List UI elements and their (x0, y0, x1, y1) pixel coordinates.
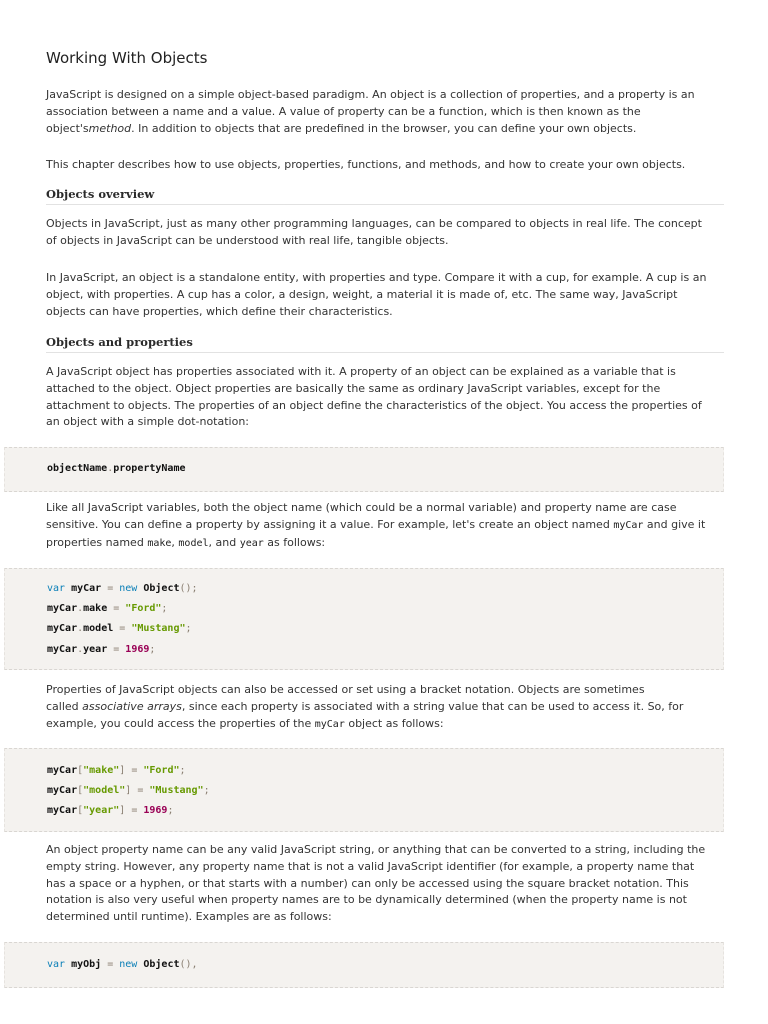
text-line: , (171, 535, 179, 549)
text-line: and give it (643, 517, 706, 531)
inline-code: myCar (314, 718, 345, 730)
text-line: Like all JavaScript variables, both the object name (which could be a normal variable) and property name are case (46, 501, 677, 514)
intro-paragraph (46, 87, 726, 137)
chapter-description: This chapter describes how to use objects, properties, functions, and methods, and how to create your own objects. (46, 158, 686, 171)
code-token: = (125, 765, 144, 776)
code-token: myCar (47, 785, 78, 796)
text-line: objects can have properties, which define their characteristics. (46, 304, 393, 318)
code-token: ] (119, 765, 126, 776)
code-token: (); (179, 583, 198, 594)
section-heading-objects-overview: Objects overview (46, 186, 724, 205)
code-token: (), (179, 959, 198, 970)
code-token: new (119, 583, 138, 594)
text-line: In JavaScript, an object is a standalone entity, with properties and type. Compare it with a cup, for example. A cup is an (46, 271, 707, 284)
code-token: var (47, 583, 66, 594)
inline-code: model (178, 537, 209, 549)
code-line (47, 764, 186, 778)
text-line: called (46, 699, 83, 713)
text-line: notation is also very useful when property names are to be dynamically determined (when the property name is not (46, 893, 687, 907)
code-token: . (77, 644, 84, 655)
code-line (47, 582, 198, 596)
code-token: model (83, 623, 114, 634)
code-token: new (119, 959, 138, 970)
code-token: 1969 (125, 644, 150, 655)
code-token: make (83, 603, 108, 614)
code-line (47, 784, 210, 798)
code-token: . (77, 623, 84, 634)
code-line (47, 958, 198, 972)
intro-line: object's (46, 121, 89, 135)
code-token: "Mustang" (149, 785, 204, 796)
code-token: ; (179, 765, 186, 776)
text-line: an object with a simple dot-notation: (46, 415, 250, 429)
text-line: object, with properties. A cup has a color, a design, weight, a material it is made of, etc. The same way, JavaScript (46, 287, 678, 301)
code-token: = (101, 959, 120, 970)
inline-code: make (147, 537, 172, 549)
code-token: myObj (71, 959, 102, 970)
text-line: empty string. However, any property name that is not a valid JavaScript identifier (for example, a property name that (46, 859, 695, 873)
overview-paragraph-2 (46, 270, 726, 320)
code-token: = (107, 644, 126, 655)
code-token: "model" (83, 785, 126, 796)
text-line: , and (208, 535, 240, 549)
text-line: properties named (46, 535, 148, 549)
properties-paragraph (46, 364, 726, 431)
text-line: determined until runtime). Examples are as follows: (46, 910, 332, 924)
code-line (47, 643, 155, 657)
code-token: myCar (47, 765, 78, 776)
code-block-define-mycar (4, 568, 724, 670)
text-line: Properties of JavaScript objects can also be accessed or set using a bracket notation. Objects are sometimes (46, 683, 645, 696)
text-line: An object property name can be any valid JavaScript string, or anything that can be converted to a string, including the (46, 843, 706, 856)
text-line: attachment to objects. The properties of an object define the characteristics of the object. You access the properties of (46, 398, 702, 412)
associative-arrays-term: associative arrays (82, 699, 182, 713)
code-token: = (125, 805, 144, 816)
code-token: 1969 (143, 805, 168, 816)
code-token: ; (149, 644, 156, 655)
code-token: ; (203, 785, 210, 796)
code-token: ; (167, 805, 174, 816)
code-token: ; (161, 603, 168, 614)
code-token: = (101, 583, 120, 594)
code-line (47, 804, 173, 818)
code-token: myCar (47, 805, 78, 816)
code-token: = (113, 623, 132, 634)
code-block-bracket-notation (4, 748, 724, 832)
code-token: "Ford" (125, 603, 162, 614)
code-token: = (131, 785, 150, 796)
code-block-dot-notation (4, 447, 724, 492)
code-token: ; (185, 623, 192, 634)
code-token: "Mustang" (131, 623, 186, 634)
text-line: , since each property is associated with a string value that can be used to access it. So, for (181, 699, 684, 713)
code-token: [ (77, 765, 84, 776)
inline-code: myCar (613, 519, 644, 531)
code-block-myobj (4, 942, 724, 988)
like-paragraph (46, 500, 726, 552)
code-token: myCar (47, 644, 78, 655)
code-token: objectName (47, 463, 108, 474)
text-line: object as follows: (344, 716, 444, 730)
text-line: sensitive. You can define a property by assigning it a value. For example, let's create an object named (46, 517, 614, 531)
text-line: of objects in JavaScript can be understood with real life, tangible objects. (46, 233, 449, 247)
code-token: . (77, 603, 84, 614)
code-line (47, 602, 167, 616)
code-line (47, 462, 186, 476)
text-line: Objects in JavaScript, just as many other programming languages, can be compared to objects in real life. The concept (46, 217, 702, 230)
code-token: propertyName (113, 463, 186, 474)
text-line: A JavaScript object has properties associated with it. A property of an object can be explained as a variable that is (46, 365, 676, 378)
code-token: "year" (83, 805, 120, 816)
bracket-paragraph (46, 682, 726, 733)
text-line: has a space or a hyphen, or that starts with a number) can only be accessed using the square bracket notation. This (46, 876, 689, 890)
overview-paragraph-1 (46, 216, 726, 250)
code-token: "Ford" (143, 765, 180, 776)
code-token: myCar (71, 583, 102, 594)
code-token: Object (143, 959, 180, 970)
code-token: = (107, 603, 126, 614)
code-token: "make" (83, 765, 120, 776)
code-token: ] (119, 805, 126, 816)
page-title: Working With Objects (46, 49, 208, 67)
code-token: . (107, 463, 114, 474)
property-name-paragraph (46, 842, 726, 926)
code-token: myCar (47, 623, 78, 634)
code-token: year (83, 644, 108, 655)
intro-line: JavaScript is designed on a simple object-based paradigm. An object is a collection of properties, and a property is an (46, 88, 695, 101)
text-line: as follows: (263, 535, 326, 549)
inline-code: year (239, 537, 264, 549)
text-line: attached to the object. Object properties are basically the same as ordinary JavaScript variables, except for the (46, 381, 661, 395)
intro-line: . In addition to objects that are predefined in the browser, you can define your own objects. (131, 121, 637, 135)
code-token: myCar (47, 603, 78, 614)
section-heading-objects-and-properties: Objects and properties (46, 334, 724, 353)
code-token: [ (77, 785, 84, 796)
intro-line: association between a name and a value. A value of property can be a function, which is then known as the (46, 104, 641, 118)
code-line (47, 622, 192, 636)
text-line: example, you could access the properties of the (46, 716, 315, 730)
code-token: var (47, 959, 66, 970)
code-token: Object (143, 583, 180, 594)
method-term: method (88, 121, 132, 135)
code-token: ] (125, 785, 132, 796)
code-token: [ (77, 805, 84, 816)
